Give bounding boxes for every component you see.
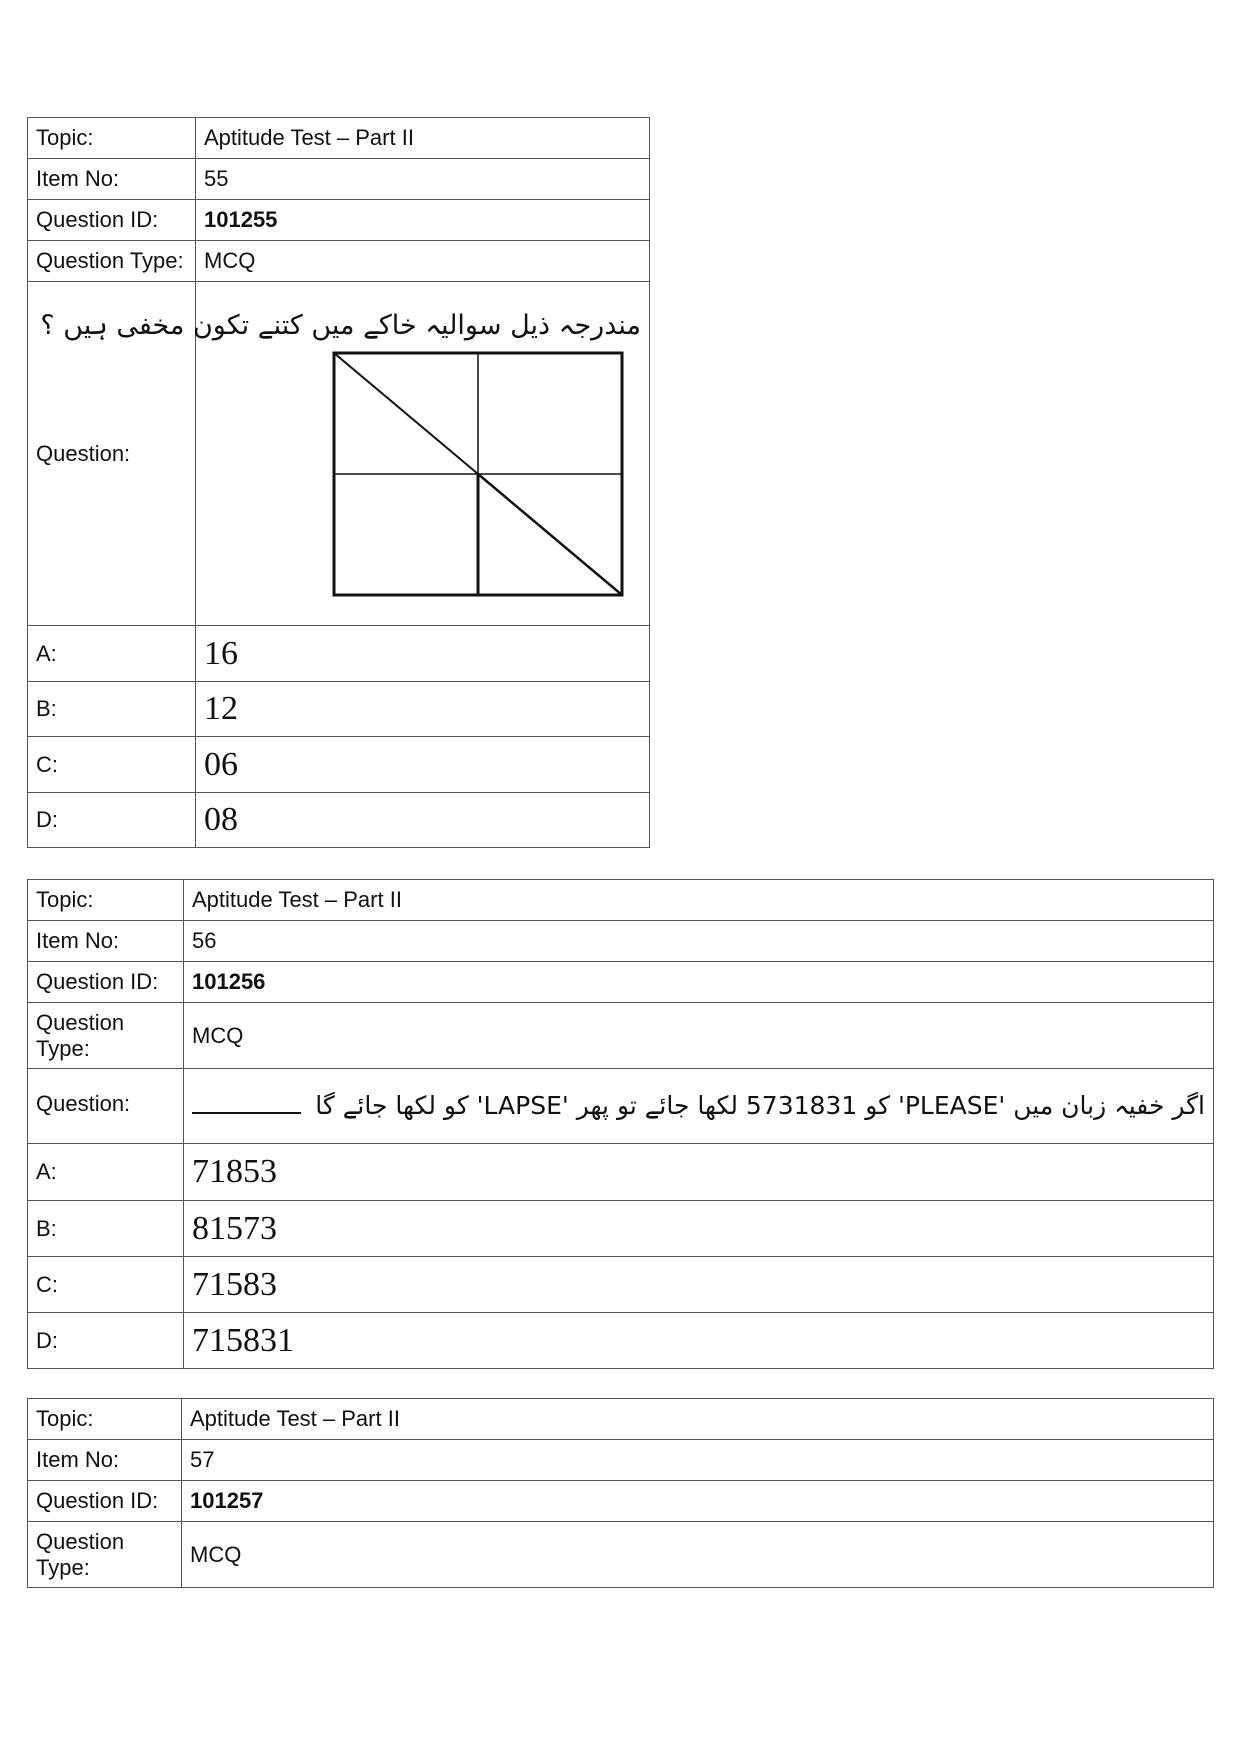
option-c-value: 06 — [196, 737, 650, 793]
topic-label: Topic: — [28, 880, 184, 921]
item-no-value: 57 — [182, 1440, 1214, 1481]
figure-diagonal-lower — [478, 474, 622, 595]
item-no-label: Item No: — [28, 1440, 182, 1481]
topic-label: Topic: — [28, 118, 196, 159]
option-a-label: A: — [28, 1144, 184, 1201]
question-type-value: MCQ — [182, 1522, 1214, 1588]
question-type-value: MCQ — [184, 1003, 1214, 1069]
option-a-label: A: — [28, 626, 196, 682]
option-d-value: 08 — [196, 793, 650, 848]
question-type-label: Question Type: — [28, 241, 196, 282]
item-no-label: Item No: — [28, 921, 184, 962]
question-type-label-line1: Question — [36, 1010, 125, 1036]
hidden-triangles-figure — [332, 351, 624, 597]
option-b-label: B: — [28, 1201, 184, 1257]
question-type-label — [28, 1522, 182, 1588]
question-id-value: 101256 — [184, 962, 1214, 1003]
option-c-label: C: — [28, 737, 196, 793]
option-d-label: D: — [28, 793, 196, 848]
option-b-value: 12 — [196, 682, 650, 737]
question-body — [184, 1069, 1214, 1144]
question-id-value: 101255 — [196, 200, 650, 241]
option-c-label: C: — [28, 1257, 184, 1313]
item-no-value: 55 — [196, 159, 650, 200]
topic-value: Aptitude Test – Part II — [184, 880, 1214, 921]
option-d-value: 715831 — [184, 1313, 1214, 1369]
option-a-value: 71853 — [184, 1144, 1214, 1201]
option-a-value: 16 — [196, 626, 650, 682]
item-no-label: Item No: — [28, 159, 196, 200]
question-type-value: MCQ — [196, 241, 650, 282]
option-c-value: 71583 — [184, 1257, 1214, 1313]
item-no-value: 56 — [184, 921, 1214, 962]
topic-value: Aptitude Test – Part II — [196, 118, 650, 159]
question-card-55 — [27, 117, 650, 848]
figure-diagonal-upper — [334, 353, 478, 474]
question-id-value: 101257 — [182, 1481, 1214, 1522]
question-card-56 — [27, 879, 1214, 1369]
question-label: Question: — [28, 1069, 184, 1144]
question-type-label-line2: Type: — [36, 1035, 90, 1061]
question-type-label-line2: Type: — [36, 1554, 90, 1580]
question-type-label — [28, 1003, 184, 1069]
question-text-row — [192, 1092, 1205, 1121]
option-b-label: B: — [28, 682, 196, 737]
question-id-label: Question ID: — [28, 1481, 182, 1522]
question-id-label: Question ID: — [28, 962, 184, 1003]
question-type-label-line1: Question — [36, 1529, 125, 1555]
question-text: مندرجہ ذیل سوالیہ خاکے میں کتنے تکون مخفی ہیں ؟ — [40, 310, 641, 341]
answer-blank — [192, 1092, 301, 1114]
option-b-value: 81573 — [184, 1201, 1214, 1257]
question-card-57 — [27, 1398, 1214, 1588]
question-id-label: Question ID: — [28, 200, 196, 241]
topic-value: Aptitude Test – Part II — [182, 1399, 1214, 1440]
option-d-label: D: — [28, 1313, 184, 1369]
question-text: اگر خفیہ زبان میں 'PLEASE' کو 5731831 لکھا جائے تو پھر 'LAPSE' کو لکھا جائے گا — [315, 1091, 1205, 1120]
topic-label: Topic: — [28, 1399, 182, 1440]
question-label: Question: — [28, 282, 196, 626]
